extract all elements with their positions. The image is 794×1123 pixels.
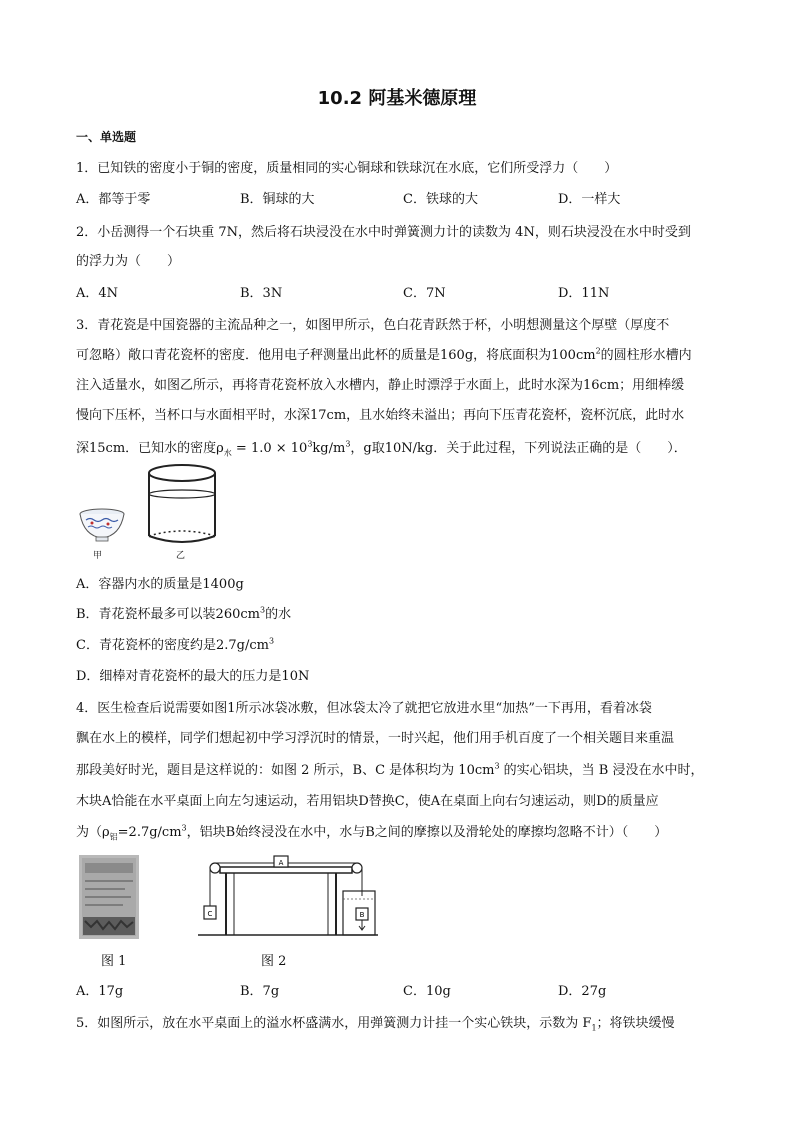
q2-option-d: D．11N xyxy=(558,286,610,301)
section-heading: 一、单选题 xyxy=(76,130,137,144)
question-4-line-1: 4．医生检查后说需要如图1所示冰袋冰敷，但冰袋太冷了就把它放进水里“加热”一下再用，看着冰袋 xyxy=(76,701,652,716)
block-a-label: A xyxy=(278,859,284,867)
q4-option-b: B．7g xyxy=(240,984,280,999)
question-4-line-3: 那段美好时光，题目是这样说的：如图 2 所示，B、C 是体积均为 $10cm^3$ 的实心铝块，当 B 浸没在水中时， xyxy=(76,761,704,778)
figure-2-label: 图 2 xyxy=(261,954,287,969)
porcelain-cup-figure xyxy=(78,508,126,548)
q3-option-a: A．容器内水的质量是1400g xyxy=(76,577,244,592)
q3-option-b: B．青花瓷杯最多可以装$260cm^3$的水 xyxy=(76,605,292,622)
cylinder-tank-figure xyxy=(146,464,218,550)
pulley-apparatus-diagram xyxy=(198,851,378,937)
question-4-line-5: 为（$\rho_铝=2.7g/cm^3$，铝块B始终浸没在水中，水与B之间的摩擦以及滑轮处的摩擦均忽略不计）（ ） xyxy=(76,823,668,842)
question-2-line-1: 2．小岳测得一个石块重 7N，然后将石块浸没在水中时弹簧测力计的读数为 4N，则石块浸没在水中时受到 xyxy=(76,225,691,240)
q1-option-b: B．铜球的大 xyxy=(240,192,315,207)
question-3-line-4: 慢向下压杯，当杯口与水面相平时，水深17cm，且水始终未溢出；再向下压青花瓷杯，瓷杯沉底，此时水 xyxy=(76,408,685,423)
q4-option-c: C．10g xyxy=(403,984,451,999)
q1-option-d: D．一样大 xyxy=(558,192,621,207)
question-3-line-1: 3．青花瓷是中国瓷器的主流品种之一，如图甲所示，色白花青跃然于杯，小明想测量这个厚壁（厚度不 xyxy=(76,318,670,333)
figure-jia-label: 甲 xyxy=(93,551,103,561)
q2-option-a: A．4N xyxy=(76,286,119,301)
question-2-line-2: 的浮力为（ ） xyxy=(76,254,181,269)
q4-option-d: D．27g xyxy=(558,984,607,999)
page-title: 10.2 阿基米德原理 xyxy=(317,88,477,109)
question-3-line-2: 可忽略）敞口青花瓷杯的密度．他用电子秤测量出此杯的质量是160g，将底面积为$100cm^2$的圆柱形水槽内 xyxy=(76,346,692,363)
question-3-line-3: 注入适量水，如图乙所示，再将青花瓷杯放入水槽内，静止时漂浮于水面上，此时水深为16cm；用细棒缓 xyxy=(76,378,685,393)
q2-option-b: B．3N xyxy=(240,286,283,301)
q4-option-a: A．17g xyxy=(76,984,124,999)
q3-option-c: C．青花瓷杯的密度约是$2.7g/cm^3$ xyxy=(76,636,275,653)
q1-option-a: A．都等于零 xyxy=(76,192,151,207)
question-1-text: 1．已知铁的密度小于铜的密度，质量相同的实心铜球和铁球沉在水底，它们所受浮力（ ） xyxy=(76,161,618,176)
ice-bag-photo xyxy=(79,855,139,939)
question-5-line-1: 5．如图所示，放在水平桌面上的溢水杯盛满水，用弹簧测力计挂一个实心铁块，示数为 $F_1$；将铁块缓慢 xyxy=(76,1016,675,1033)
q2-option-c: C．7N xyxy=(403,286,446,301)
q1-option-c: C．铁球的大 xyxy=(403,192,478,207)
figure-yi-label: 乙 xyxy=(176,551,186,561)
block-b-label: B xyxy=(359,911,365,919)
question-3-line-5: 深15cm．已知水的密度$\rho_水 = 1.0 \times 10^3kg/m^3$，g取10N/kg．关于此过程，下列说法正确的是（ ）． xyxy=(76,439,687,458)
figure-1-label: 图 1 xyxy=(101,954,127,969)
block-c-label: C xyxy=(207,910,213,918)
question-4-line-2: 飘在水上的模样，同学们想起初中学习浮沉时的情景，一时兴起，他们用手机百度了一个相关题目来重温 xyxy=(76,731,675,746)
q3-option-d: D．细棒对青花瓷杯的最大的压力是10N xyxy=(76,669,310,684)
question-4-line-4: 木块A恰能在水平桌面上向左匀速运动，若用铝块D替换C，使A在桌面上向右匀速运动，则D的质量应 xyxy=(76,794,659,809)
